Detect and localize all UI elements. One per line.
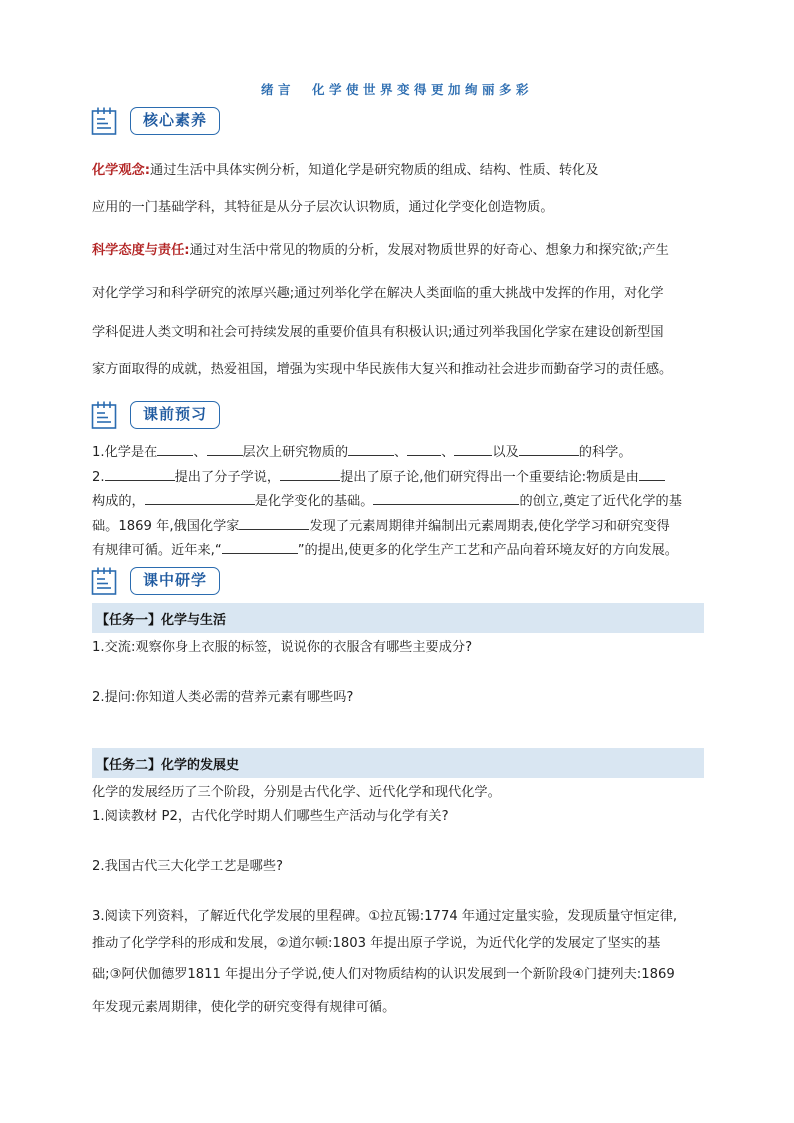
- page-title: 绪言 化学使世界变得更加绚丽多彩: [260, 82, 533, 97]
- question-text: 的科学。: [578, 445, 632, 460]
- core-paragraph-2-line-2: 对化学学习和科学研究的浓厚兴趣;通过列举化学在解决人类面临的重大挑战中发挥的作用，对化学: [92, 286, 664, 301]
- core-paragraph-1-line-2: 应用的一门基础学科，其特征是从分子层次认识物质，通过化学变化创造物质。: [92, 200, 554, 215]
- task-2-title: 【任务二】化学的发展史: [96, 758, 240, 773]
- fill-blank[interactable]: [639, 466, 665, 481]
- task-1-question-2: 2.提问:你知道人类必需的营养元素有哪些吗?: [92, 690, 354, 705]
- question-text: 构成的，: [92, 494, 145, 509]
- notebook-icon: [91, 566, 117, 596]
- question-text: 提出了分子学说，: [174, 470, 281, 485]
- fill-blank[interactable]: [239, 515, 309, 530]
- notebook-icon: [91, 400, 117, 430]
- question-text: 、: [441, 445, 455, 460]
- task-1-question-1: 1.交流:观察你身上衣服的标签，说说你的衣服含有哪些主要成分?: [92, 640, 473, 655]
- task-2-question-3-line-3: 础;③阿伏伽德罗1811 年提出分子学说,使人们对物质结构的认识发展到一个新阶段④门捷列夫:1869: [92, 967, 675, 982]
- question-text: 是化学变化的基础。: [254, 494, 374, 509]
- concept-label: 化学观念:: [92, 163, 151, 178]
- question-text: 的创立,奠定了近代化学的基: [519, 494, 682, 509]
- fill-blank[interactable]: [157, 441, 193, 456]
- task-2-question-1: 1.阅读教材 P2，古代化学时期人们哪些生产活动与化学有关?: [92, 809, 449, 824]
- question-text: 发现了元素周期律并编制出元素周期表,使化学学习和研究变得: [309, 519, 670, 534]
- fill-blank[interactable]: [222, 539, 298, 554]
- question-text: 、: [193, 445, 207, 460]
- section-label: 核心素养: [130, 107, 220, 135]
- task-2-intro: 化学的发展经历了三个阶段，分别是古代化学、近代化学和现代化学。: [92, 785, 501, 800]
- question-text: 础。1869 年,俄国化学家: [92, 519, 240, 534]
- notebook-icon: [91, 106, 117, 136]
- preview-question-2-line-4: [92, 539, 712, 560]
- concept-text: 通过生活中具体实例分析，知道化学是研究物质的组成、结构、性质、转化及: [150, 163, 599, 178]
- question-text: ”的提出,使更多的化学生产工艺和产品向着环境友好的方向发展。: [297, 543, 678, 558]
- task-2-question-3-line-2: 推动了化学学科的形成和发展，②道尔顿:1803 年提出原子学说，为近代化学的发展定了坚实的基: [92, 936, 661, 951]
- task-2-question-3: 3.阅读下列资料，了解近代化学发展的里程碑。①拉瓦锡:1774 年通过定量实验，发现质量守恒定律,: [92, 909, 678, 924]
- attitude-text: 通过对生活中常见的物质的分析，发展对物质世界的好奇心、想象力和探究欲;产生: [189, 243, 669, 258]
- question-text: 提出了原子论,他们研究得出一个重要结论:物质是由: [340, 470, 639, 485]
- fill-blank[interactable]: [373, 490, 519, 505]
- fill-blank[interactable]: [145, 490, 255, 505]
- question-text: 1.化学是在: [92, 445, 158, 460]
- preview-question-2-line-2: [92, 490, 712, 511]
- fill-blank[interactable]: [280, 466, 340, 481]
- question-text: 、: [394, 445, 408, 460]
- preview-question-2-line-3: [92, 515, 712, 536]
- section-label: 课前预习: [130, 401, 220, 429]
- section-label: 课中研学: [130, 567, 220, 595]
- core-paragraph-2-line-3: 学科促进人类文明和社会可持续发展的重要价值具有积极认识;通过列举我国化学家在建设创新型国: [92, 325, 664, 340]
- question-text: 2.: [92, 470, 105, 485]
- question-text: 有规律可循。近年来,“: [92, 543, 222, 558]
- task-1-header: [92, 603, 704, 633]
- fill-blank[interactable]: [407, 441, 441, 456]
- task-2-header: [92, 748, 704, 778]
- fill-blank[interactable]: [348, 441, 394, 456]
- fill-blank[interactable]: [207, 441, 243, 456]
- fill-blank[interactable]: [454, 441, 492, 456]
- question-text: 层次上研究物质的: [242, 445, 349, 460]
- core-paragraph-2: [92, 242, 712, 260]
- task-2-question-2: 2.我国古代三大化学工艺是哪些?: [92, 859, 284, 874]
- fill-blank[interactable]: [105, 466, 175, 481]
- fill-blank[interactable]: [519, 441, 579, 456]
- task-1-title: 【任务一】化学与生活: [96, 613, 227, 628]
- attitude-label: 科学态度与责任:: [92, 243, 190, 258]
- core-paragraph-2-line-4: 家方面取得的成就，热爱祖国，增强为实现中华民族伟大复兴和推动社会进步而勤奋学习的责任感。: [92, 362, 673, 377]
- preview-question-1: [92, 441, 712, 462]
- question-text: 以及: [492, 445, 519, 460]
- task-2-question-3-line-4: 年发现元素周期律，使化学的研究变得有规律可循。: [92, 1000, 396, 1015]
- core-paragraph-1: [92, 162, 712, 180]
- preview-question-2: [92, 466, 712, 487]
